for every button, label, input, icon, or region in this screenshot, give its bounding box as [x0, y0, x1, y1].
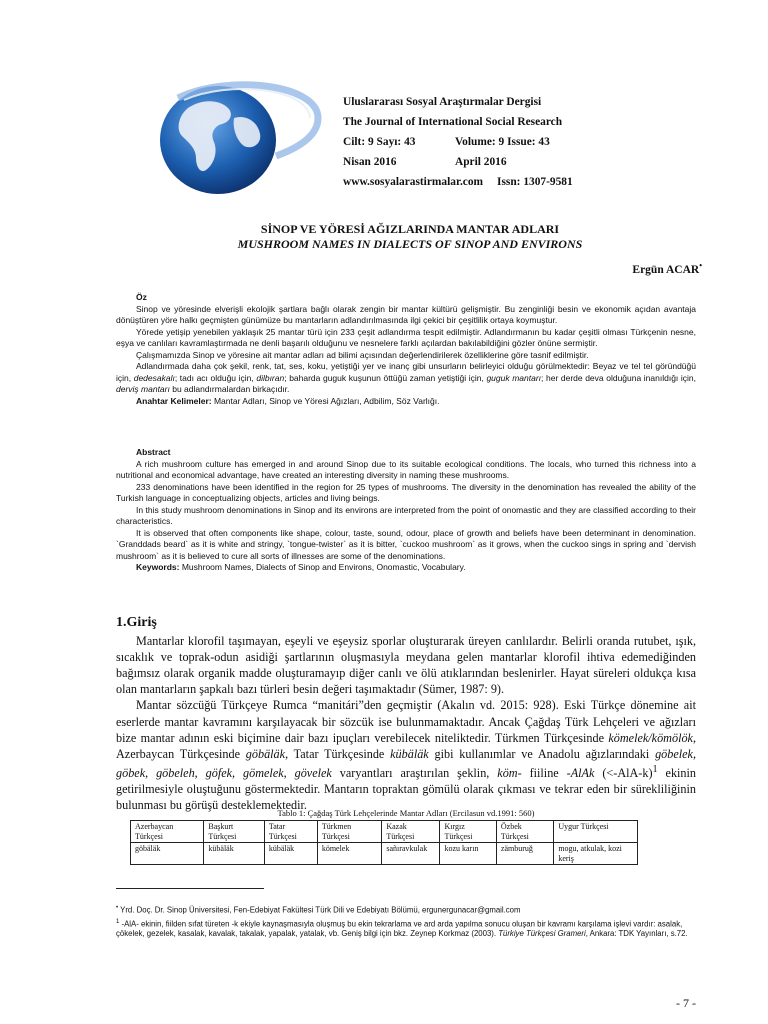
italic-term: -AlAk: [566, 765, 595, 780]
text-run: , Tatar Türkçesinde: [285, 746, 391, 761]
abstract-tr: [116, 292, 696, 407]
table-caption: Tablo 1: Çağdaş Türk Lehçelerinde Mantar Adları (Ercilasun vd.1991: 560): [277, 808, 535, 818]
abstract-en-p1: A rich mushroom culture has emerged in and around Sinop due to its suitable ecological conditions. The locals, who turned this richness into a nutritional and economical advantage, have created an interesting diversity in naming these mushrooms.: [116, 458, 696, 480]
journal-volume-tr: Cilt: 9 Sayı: 43: [343, 136, 416, 148]
abstract-tr-p3: Çalışmamızda Sinop ve yöresine ait mantar adları ad bilimi açısından değerlendirilerek özelliklerine göre tasnif edilmiştir.: [136, 349, 589, 360]
table-header-cell: Tatar Türkçesi: [264, 821, 317, 843]
abstract-en-p3: In this study mushroom denominations in Sinop and its environs are interpreted from the point of onomastic and they are classified according to their characteristics.: [116, 504, 696, 526]
text-run: ; her derde deva olduğuna inanıldığı için,: [541, 372, 697, 383]
table-header-cell: Azerbaycan Türkçesi: [131, 821, 204, 843]
author-name: [632, 261, 702, 276]
keywords-en: [116, 562, 696, 574]
text-run: gibi kullanımlar ve Anadolu ağızlarındaki: [428, 746, 656, 761]
abstract-tr-p1: Sinop ve yöresinde elverişli ekolojik şartlara bağlı olarak zengin bir mantar kültürü gelişmiştir. Bu zenginliği besin ve ekonomik açıdan avantaja dönüştüren yöre halkı geçmişten günümüze bu mantarların adlandırılmasında ilgi çekici bir çeşitlilik ortaya koymuştur.: [116, 303, 696, 325]
article-title-tr: SİNOP VE YÖRESİ AĞIZLARINDA MANTAR ADLARI: [260, 222, 560, 236]
footnote-ref[interactable]: 1: [652, 763, 658, 775]
table-cell: kömelek: [317, 843, 382, 865]
globe-logo-icon: [148, 78, 326, 196]
abstract-en: [116, 447, 696, 574]
table-header-row: [131, 821, 638, 843]
intro-paragraph-1: Mantarlar klorofil taşımayan, eşeyli ve eşeysiz sporlar oluşturarak üreyen canlılardır. Belirli oranda rutubet, ışık, sıcaklık ve toprak-odun asidiği şartlarının oluşmasıyla meydana gelen mantarlar klorofil ihtiva edemediğinden bağımsız olarak organik madde oluşturamayıp diğer canlı ve ölü atıklarından beslenirler. Hayat süreleri oldukça kısa olan mantarların şapkalı bazı türleri besin değeri taşımaktadır (Sümer, 1987: 9).: [116, 634, 696, 697]
table-cell: göbäläk: [131, 843, 204, 865]
italic-term: derviş mantarı: [116, 384, 170, 394]
intro-paragraph-2: [116, 697, 696, 813]
text-run: Adlandırmada daha çok şekil, renk, tat, ses, koku, yetiştiği yer ve inanç gibi unsurların belirleyici olduğu görülmektedir: Beyaz ve tel tel göründüğü için,: [116, 361, 696, 383]
text-run: ; tadı acı olduğu için,: [174, 372, 257, 383]
keywords-tr-text: Mantar Adları, Sinop ve Yöresi Ağızları, Adbilim, Söz Varlığı.: [211, 395, 440, 406]
abstract-en-p2: 233 denominations have been identified in the region for 25 types of mushrooms. The diversity in the denomination has revealed the ability of the Turkish language in conceptualizing objects, articles and living beings.: [116, 481, 696, 503]
footnote-text: Yrd. Doç. Dr. Sinop Üniversitesi, Fen-Edebiyat Fakültesi Türk Dili ve Edebiyatı Bölümü, ergunergunacar@gmail.com: [118, 905, 521, 915]
text-run: ekinin getirilmesiyle oluştuğunu göstermektedir. Mantarın topraktan gömülü olarak çıkması ve tekrar eden bir sürekliliğinin bulunması bu görüşü desteklemektedir.: [116, 765, 697, 813]
keywords-tr: [116, 396, 696, 408]
section-heading: 1.Giriş: [116, 615, 157, 630]
table-cell: mogu, atkulak, kozi keriş: [554, 843, 638, 865]
table-cell: kozu karın: [440, 843, 496, 865]
author-footnote-mark: •: [699, 261, 702, 270]
table-header-cell: Uygur Türkçesi: [554, 821, 638, 843]
table-cell: kübäläk: [264, 843, 317, 865]
text-run: bu adlandırmalardan birkaçıdır.: [169, 384, 290, 394]
abstract-en-p4: It is observed that often components like shape, colour, taste, sound, odour, place of growth and beliefs have been determinant in denomination. `Granddads beard` as it is white and stringy, `tongue-twister` as it is bitter, `cuckoo mushroom` as it grows, when the cuckoo sings in spring and `dervish mushroom` as it is believed to cure all sorts of illnesses are some of the denominations.: [116, 527, 696, 561]
journal-date-tr: Nisan 2016: [343, 156, 397, 168]
table-cell: zämburuğ: [496, 843, 553, 865]
italic-term: kübäläk: [390, 746, 429, 761]
section-introduction: [116, 615, 696, 813]
footnote-author: [116, 904, 696, 915]
journal-header: [343, 92, 673, 192]
text-run: fiiline: [521, 765, 567, 780]
journal-website: www.sosyalarastirmalar.com: [343, 176, 484, 188]
journal-name-tr: Uluslararası Sosyal Araştırmalar Dergisi: [343, 96, 542, 108]
table-header-cell: Özbek Türkçesi: [496, 821, 553, 843]
footnote-text: , Ankara: TDK Yayınları, s.72.: [585, 929, 688, 939]
footnote-mark: •: [116, 905, 119, 911]
journal-logo: [148, 78, 326, 196]
keywords-en-label: Keywords:: [136, 562, 180, 572]
footnote-mark: 1: [116, 919, 120, 925]
italic-term: göbelek, göbek, göbeleh, göfek, gömelek, gövelek: [116, 746, 697, 780]
text-run: ; baharda guguk kuşunun öttüğü zaman yetiştiği için,: [284, 372, 487, 383]
footnote-divider: [116, 888, 264, 889]
italic-term: göbäläk: [245, 746, 286, 761]
keywords-en-text: Mushroom Names, Dialects of Sinop and Environs, Onomastic, Vocabulary.: [179, 562, 466, 572]
author-name-text: Ergün ACAR: [632, 263, 700, 276]
dialect-table: [130, 820, 638, 865]
table-header-cell: Türkmen Türkçesi: [317, 821, 382, 843]
page-number: - 7 -: [676, 996, 696, 1010]
text-run: Mantar sözcüğü Türkçeye Rumca “manitári”den geçmiştir (Akalın vd. 2015: 928). Eski Türkçe dönemine ait eserlerde mantar kavramını karşılayacak bir sözcük ise bulunmamaktadır. Ancak Çağdaş Türk Lehçeleri ve ağızları bize mantar adının eski biçimine dair bazı ipuçları verebilecek niteliktedir. Türkmen Türkçesinde: [116, 698, 696, 745]
table-header-cell: Kazak Türkçesi: [382, 821, 440, 843]
text-run: varyantları araştırılan şeklin,: [331, 765, 498, 780]
table-row: [131, 843, 638, 865]
text-run: , Azerbaycan Türkçesinde: [116, 730, 696, 761]
table-header-cell: Başkurt Türkçesi: [204, 821, 264, 843]
italic-term: dilbıran: [256, 372, 285, 383]
italic-term: kömelek/kömölök: [608, 730, 693, 745]
table-cell: kübäläk: [204, 843, 264, 865]
abstract-tr-p2: Yörede yetişip yenebilen yaklaşık 25 mantar türü için 233 çeşit adlandırma tespit edilmiştir. Adlandırmanın bu kadar çeşitli olması Türkçenin nesne, eşya ve canlıları kavramlaştırmada ne denli başarılı olduğunu ve nesnelere farklı açılardan bakılabildiğini gözler önüne sermiştir.: [116, 326, 696, 348]
journal-date-en: April 2016: [455, 156, 507, 168]
footnote-text: -AlA- ekinin, fiilden sıfat türeten -k ekiyle kaynaşmasıyla oluşmuş bu ekin tekrarlama ve ard arda yapılma sonucu oluşan bir kavramı karşılama işlevi vardır: asalak, çökelek, gezelek, kasalak, kavalak, takalak, yapalak, yatalak, vb. Geniş bilgi için bkz. Zeynep Korkmaz (2003).: [116, 919, 683, 939]
journal-name-en: The Journal of International Social Research: [343, 116, 563, 128]
journal-volume-en: Volume: 9 Issue: 43: [455, 136, 550, 148]
italic-term: guguk mantarı: [486, 372, 542, 383]
abstract-en-heading: Abstract: [136, 447, 171, 457]
keywords-tr-label: Anahtar Kelimeler:: [136, 395, 212, 406]
italic-term: dedesakalı: [133, 372, 175, 383]
table-header-cell: Kırgız Türkçesi: [440, 821, 496, 843]
abstract-tr-heading: Öz: [136, 292, 147, 302]
abstract-tr-p4: [116, 361, 696, 396]
footnote-1: [116, 918, 696, 939]
article-title-en: MUSHROOM NAMES IN DIALECTS OF SINOP AND ENVIRONS: [237, 237, 583, 251]
text-run: (<-AlA-k): [594, 765, 653, 780]
journal-issn: Issn: 1307-9581: [497, 176, 573, 188]
italic-term: köm-: [497, 765, 522, 780]
table-cell: sañıravkulak: [382, 843, 440, 865]
footnote-book-title: Türkiye Türkçesi Grameri: [498, 929, 586, 939]
